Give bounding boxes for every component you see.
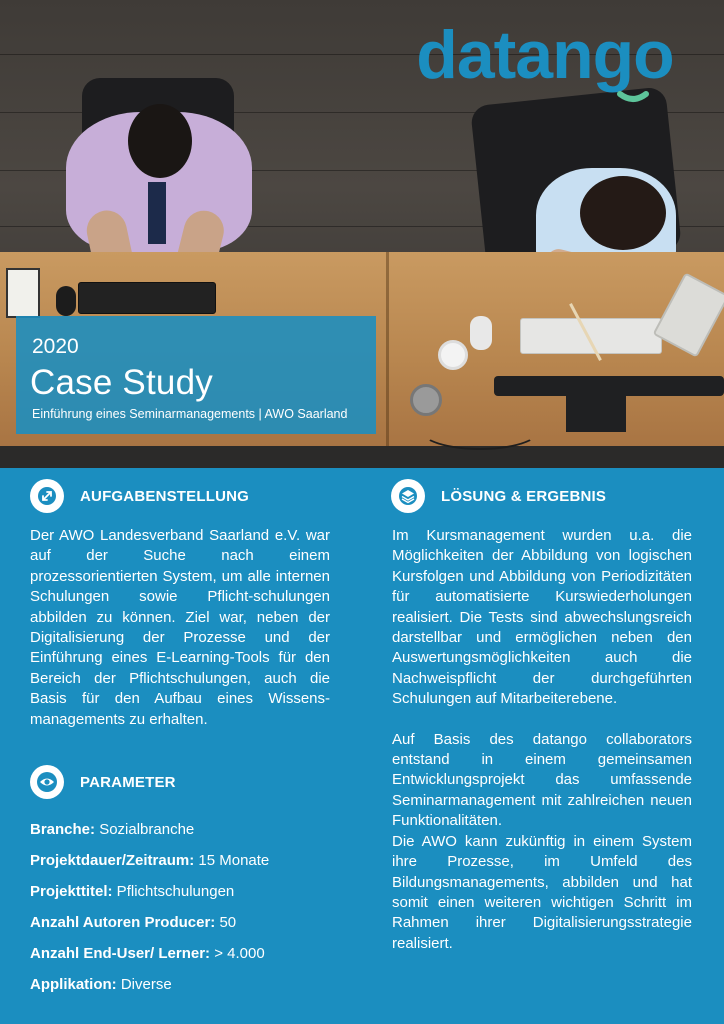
parameter-label: Anzahl End-User/ Lerner: <box>30 945 211 962</box>
parameter-row <box>30 907 350 938</box>
section-solution-header <box>391 479 606 513</box>
arrows-icon <box>30 479 64 513</box>
keyboard-left <box>78 282 216 314</box>
parameter-value: Pflichtschulungen <box>112 883 235 900</box>
parameter-row <box>30 814 350 845</box>
solution-paragraph: Im Kursmanagement wurden u.a. die Möglichkeiten der Abbildung von logischen Kursfolgen und Abbildung von Periodizitäten für automatisierte Kurswiederholungen realisiert. Die Tests sind abwechslungsreich darstellbar und ermöglichen neben den Auswertungsmöglichkeiten auch die Nachweispflicht der durchgeführten Schulungen auf Mitarbeiterebene. <box>392 527 692 708</box>
parameter-label: Projektdauer/Zeitraum: <box>30 852 195 869</box>
title-banner <box>16 316 376 434</box>
parameter-row <box>30 938 350 969</box>
desk-edge <box>0 446 724 468</box>
parameter-label: Applikation: <box>30 976 117 993</box>
parameter-row <box>30 969 350 1000</box>
page-subtitle: Einführung eines Seminarmanagements | AWO Saarland <box>32 407 348 421</box>
parameter-value: 50 <box>215 914 237 931</box>
mouse-right <box>470 316 492 350</box>
person-right-head <box>580 176 666 250</box>
section-solution-title: LÖSUNG & ERGEBNIS <box>441 487 607 505</box>
section-tasks-header <box>30 479 249 513</box>
tasks-text: Der AWO Landesverband Saarland e.V. war auf der Suche nach einem prozessorientierten System, um alle internen Schulungen sowie Pflicht-schulungen abbilden zu können. Ziel war, neben der Digitalisierung der Prozesse und der Einführung eines E-Learning-Tools für den Bereich der Pflichtschulungen, auch die Basis für den Aufbau eines Wissens-managements zu erhalten. <box>30 527 330 728</box>
parameter-row <box>30 845 350 876</box>
keyboard-right <box>520 318 662 354</box>
datango-logo <box>402 16 688 112</box>
solution-text <box>392 526 692 954</box>
mouse-left <box>56 286 76 316</box>
lamp-base <box>410 384 442 416</box>
eye-icon <box>30 765 64 799</box>
section-tasks-title: AUFGABENSTELLUNG <box>80 487 250 505</box>
parameter-label: Anzahl Autoren Producer: <box>30 914 216 931</box>
parameter-value: Diverse <box>116 976 172 993</box>
parameter-value: > 4.000 <box>210 945 265 962</box>
solution-paragraph: Die AWO kann zukünftig in einem System ihre Prozesse, im Umfeld des Bildungsmanagements, abbilden und hat somit einen weiteren wichtigen Schritt im Rahmen ihrer Digitalisierungsstrategie realisiert. <box>392 832 692 952</box>
parameter-value: 15 Monate <box>194 852 270 869</box>
desk-seam <box>386 252 389 448</box>
person-left-head <box>128 104 192 178</box>
monitor-right <box>494 376 724 396</box>
section-parameter-header <box>30 765 176 799</box>
logo-wordmark: datango <box>416 17 674 93</box>
hero-photo <box>0 0 724 468</box>
logo-smile-icon <box>620 94 646 99</box>
parameter-value: Sozialbranche <box>95 821 195 838</box>
monitor-stand <box>566 394 626 432</box>
notebook <box>6 268 40 318</box>
parameter-label: Projekttitel: <box>30 883 113 900</box>
section-parameter-title: PARAMETER <box>80 773 176 791</box>
cup <box>438 340 468 370</box>
cable <box>420 410 540 450</box>
tie <box>148 182 166 244</box>
page-title: Case Study <box>30 363 213 402</box>
parameter-label: Branche: <box>30 821 96 838</box>
layers-icon <box>391 479 425 513</box>
parameter-list <box>30 814 350 1000</box>
solution-paragraph: Auf Basis des datango collaborators entstand in einem gemeinsamen Entwicklungsprojekt das umfassende Seminarmanagement mit zahlreichen neuen Funktionalitäten. <box>392 730 692 830</box>
report-year: 2020 <box>32 335 79 358</box>
parameter-row <box>30 876 350 907</box>
